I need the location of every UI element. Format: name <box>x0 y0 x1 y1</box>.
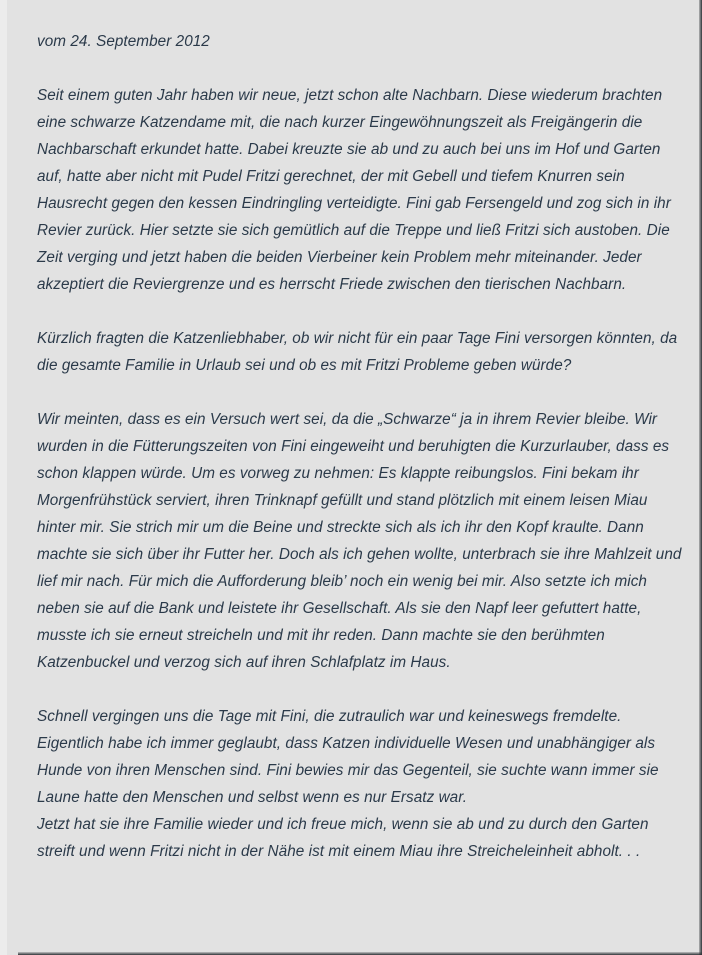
paragraph-request: Kürzlich fragten die Katzenliebhaber, ob wir nicht für ein paar Tage Fini versorgen könnten, da die gesamte Familie in Urlaub sei und ob es mit Fritzi Probleme geben würde? <box>37 330 678 374</box>
article-body <box>37 28 688 865</box>
paragraph-conclusion-line-2: Jetzt hat sie ihre Familie wieder und ich freue mich, wenn sie ab und zu durch den Garten streift und wenn Fritzi nicht in der Nähe ist mit einem Miau ihre Streicheleinheit abholt. . . <box>37 816 649 860</box>
paragraph-experiment: Wir meinten, dass es ein Versuch wert sei, da die „Schwarze“ ja in ihrem Revier bleibe. Wir wurden in die Fütterungszeiten von Fini eingeweiht und beruhigten die Kurzurlauber, dass es schon klappen würde. Um es vorweg zu nehmen: Es klappte reibungslos. Fini bekam ihr Morgenfrühstück serviert, ihren Trinknapf gefüllt und stand plötzlich mit einem leisen Miau hinter mir. Sie strich mir um die Beine und streckte sich als ich ihr den Kopf kraulte. Dann machte sie sich über ihr Futter her. Doch als ich gehen wollte, unterbrach sie ihre Mahlzeit und lief mir nach. Für mich die Aufforderung bleib’ noch ein wenig bei mir. Also setzte ich mich neben sie auf die Bank und leistete ihr Gesellschaft. Als sie den Napf leer gefuttert hatte, musste ich sie erneut streicheln und mit ihr reden. Dann machte sie den berühmten Katzenbuckel und verzog sich auf ihren Schlafplatz im Haus. <box>37 411 682 671</box>
dateline: vom 24. September 2012 <box>37 33 210 50</box>
paragraph-neighbours: Seit einem guten Jahr haben wir neue, jetzt schon alte Nachbarn. Diese wiederum brachten eine schwarze Katzendame mit, die nach kurzer Eingewöhnungszeit als Freigängerin die Nachbarschaft erkundet hatte. Dabei kreuzte sie ab und zu auch bei uns im Hof und Garten auf, hatte aber nicht mit Pudel Fritzi gerechnet, der mit Gebell und tiefem Knurren sein Hausrecht gegen den kessen Eindringling verteidigte. Fini gab Fersengeld und zog sich in ihr Revier zurück. Hier setzte sie sich gemütlich auf die Treppe und ließ Fritzi sich austoben. Die Zeit verging und jetzt haben die beiden Vierbeiner kein Problem mehr miteinander. Jeder akzeptiert die Reviergrenze und es herrscht Friede zwischen den tierischen Nachbarn. <box>37 87 671 293</box>
paragraph-conclusion-line-1: Schnell vergingen uns die Tage mit Fini, die zutraulich war und keineswegs fremdelte. Eigentlich habe ich immer geglaubt, dass Katzen individuelle Wesen und unabhängiger als Hunde von ihren Menschen sind. Fini bewies mir das Gegenteil, sie suchte wann immer sie Laune hatte den Menschen und selbst wenn es nur Ersatz war. <box>37 708 659 806</box>
paragraph-conclusion <box>37 703 688 865</box>
